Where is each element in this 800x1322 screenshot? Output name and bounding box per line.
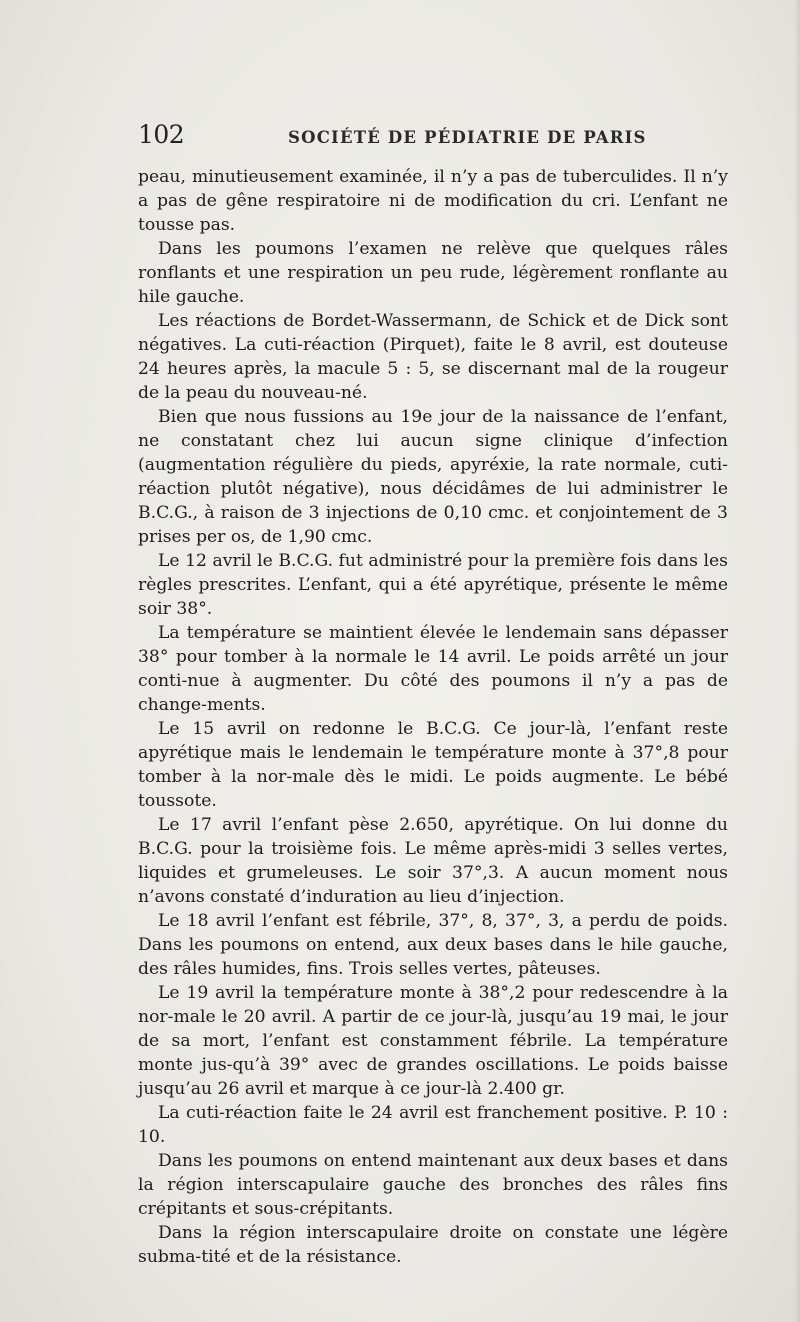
paragraph: Le 15 avril on redonne le B.C.G. Ce jour-là, l’enfant reste apyrétique mais le lendemain le température monte à 37°,8 pour tomber à la nor-male dès le midi. Le poids augmente. Le bébé toussote. bbox=[138, 719, 728, 811]
paragraph: Le 19 avril la température monte à 38°,2 pour redescendre à la nor-male le 20 avril. A partir de ce jour-là, jusqu’au 19 mai, le jour de sa mort, l’enfant est constamment fébrile. La température monte jus-qu’à 39° avec de grandes oscillations. Le poids baisse jusqu’au 26 avril et marque à ce jour-là 2.400 gr. bbox=[138, 983, 728, 1099]
paragraph: Les réactions de Bordet-Wassermann, de Schick et de Dick sont négatives. La cuti-réaction (Pirquet), faite le 8 avril, est douteuse 24 heures après, la macule 5 : 5, se discernant mal de la rougeur de la peau du nouveau-né. bbox=[138, 311, 728, 403]
paragraph: Le 18 avril l’enfant est fébrile, 37°, 8, 37°, 3, a perdu de poids. Dans les poumons on entend, aux deux bases dans le hile gauche, des râles humides, fins. Trois selles vertes, pâteuses. bbox=[138, 911, 728, 979]
paragraph: Bien que nous fussions au 19e jour de la naissance de l’enfant, ne constatant chez lui aucun signe clinique d’infection (augmentation régulière du pieds, apyréxie, la rate normale, cuti-réaction plutôt négative), nous décidâmes de lui administrer le B.C.G., à raison de 3 injections de 0,10 cmc. et conjointement de 3 prises per os, de 1,90 cmc. bbox=[138, 407, 728, 547]
paragraph: Le 12 avril le B.C.G. fut administré pour la première fois dans les règles prescrites. L’enfant, qui a été apyrétique, présente le même soir 38°. bbox=[138, 551, 728, 619]
page-edge-shadow bbox=[794, 0, 800, 1322]
running-title: SOCIÉTÉ DE PÉDIATRIE DE PARIS bbox=[288, 128, 647, 147]
paragraph: peau, minutieusement examinée, il n’y a pas de tuberculides. Il n’y a pas de gêne respiratoire ni de modification du cri. L’enfant ne tousse pas. bbox=[138, 167, 728, 235]
paragraph: La cuti-réaction faite le 24 avril est franchement positive. P. 10 : 10. bbox=[138, 1103, 728, 1147]
paragraph: Dans la région interscapulaire droite on constate une légère subma-tité et de la résistance. bbox=[138, 1223, 728, 1267]
paragraph: Dans les poumons l’examen ne relève que quelques râles ronflants et une respiration un peu rude, légèrement ronflante au hile gauche. bbox=[138, 239, 728, 307]
page-number: 102 bbox=[138, 120, 185, 149]
paragraph: La température se maintient élevée le lendemain sans dépasser 38° pour tomber à la normale le 14 avril. Le poids arrêté un jour conti-nue à augmenter. Du côté des poumons il n’y a pas de change-ments. bbox=[138, 623, 728, 715]
page-header bbox=[138, 118, 728, 154]
paragraph: Dans les poumons on entend maintenant aux deux bases et dans la région interscapulaire gauche des bronches des râles fins crépitants et sous-crépitants. bbox=[138, 1151, 728, 1219]
body-text bbox=[138, 165, 728, 1269]
paragraph: Le 17 avril l’enfant pèse 2.650, apyrétique. On lui donne du B.C.G. pour la troisième fois. Le même après-midi 3 selles vertes, liquides et grumeleuses. Le soir 37°,3. A aucun moment nous n’avons constaté d’induration au lieu d’injection. bbox=[138, 815, 728, 907]
